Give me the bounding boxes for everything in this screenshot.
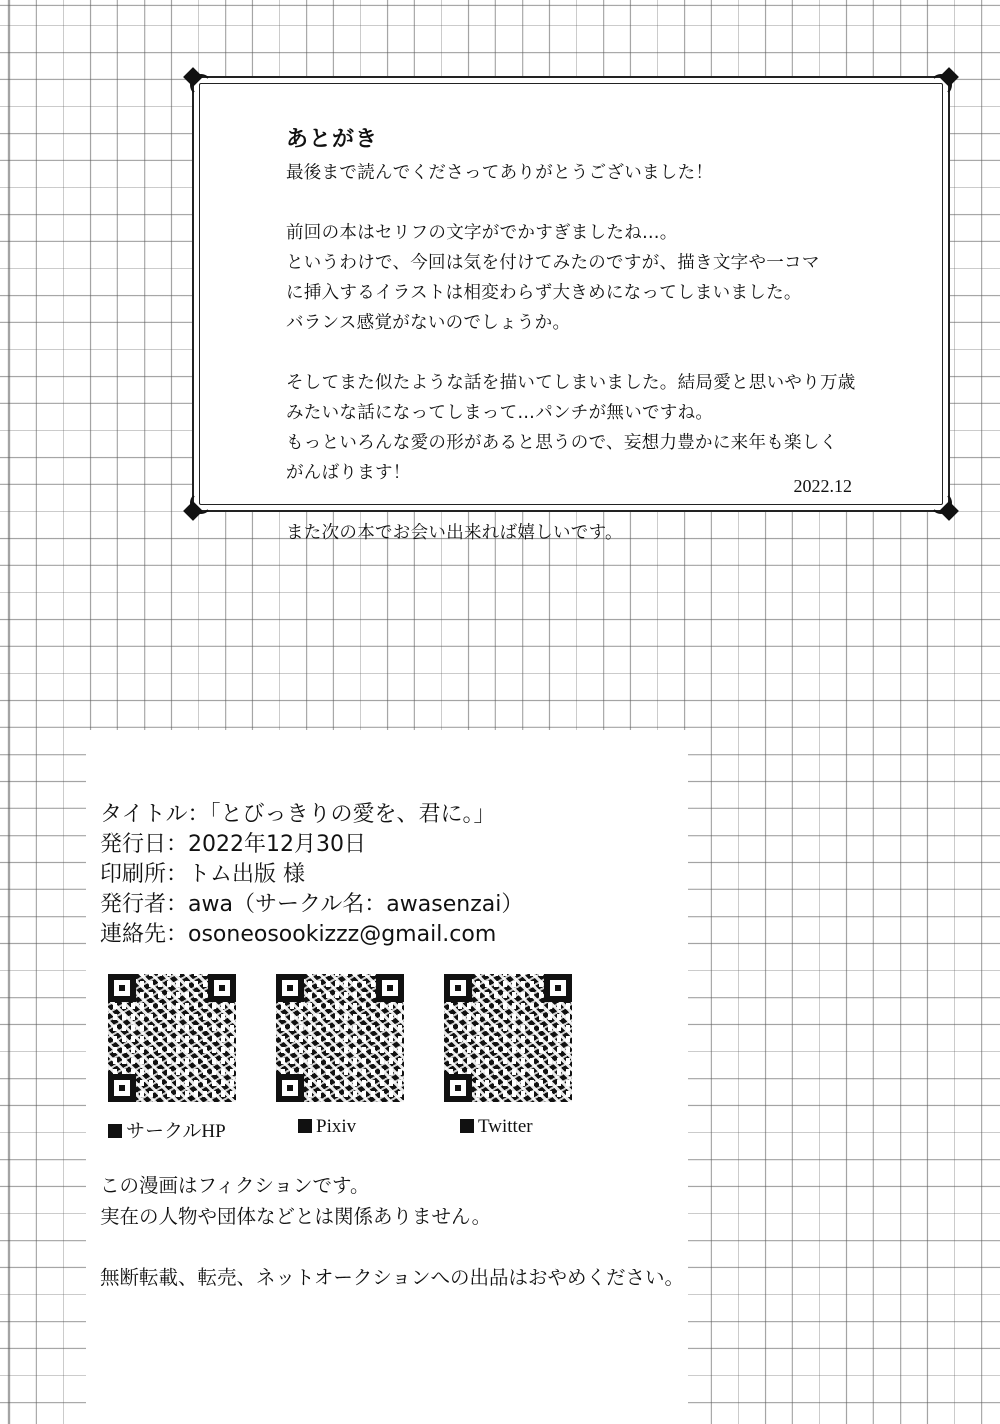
afterword-paragraph [286,518,926,548]
afterword-line: そしてまた似たような話を描いてしまいました。結局愛と思いやり万歳 [286,373,856,393]
qr-label: Pixiv [276,1116,416,1138]
colophon-title-row: タイトル：「とびっきりの愛を、君に。」 [100,802,496,827]
afterword-line: また次の本でお会い出来れば嬉しいです。 [286,523,623,543]
afterword-line: に挿入するイラストは相変わらず大きめになってしまいました。 [286,283,802,303]
afterword-title: あとがき [286,127,379,152]
qr-code-icon[interactable] [108,974,236,1102]
disclaimer-line: 実在の人物や団体などとは関係ありません。 [100,1205,492,1228]
qr-code-icon[interactable] [444,974,572,1102]
afterword-body [286,158,926,578]
afterword-line: というわけで、今回は気を付けてみたのですが、描き文字や一コマ [286,253,820,273]
qr-label: サークルHP [108,1116,248,1143]
disclaimer-line: 無断転載、転売、ネットオークションへの出品はおやめください。 [100,1266,685,1289]
colophon-contact-row: 連絡先：osoneosookizzz@gmail.com [100,922,497,947]
afterword-date: 2022.12 [793,476,852,496]
afterword-line: がんばります！ [286,463,411,483]
disclaimer-spacer [100,1232,684,1262]
colophon-date-row: 発行日：2022年12月30日 [100,832,366,857]
qr-code-icon[interactable] [276,974,404,1102]
afterword-line: 前回の本はセリフの文字がでかすぎましたね…。 [286,223,678,243]
colophon-printer-row: 印刷所：トム出版 様 [100,862,305,887]
qr-circle-hp[interactable] [108,974,248,1143]
disclaimer-line: この漫画はフィクションです。 [100,1174,370,1197]
colophon-info [100,800,523,950]
colophon-publisher-row: 発行者：awa（サークル名：awasenzai） [100,892,524,917]
afterword-frame [192,76,950,543]
qr-pixiv[interactable] [276,974,416,1138]
qr-label: Twitter [444,1116,584,1138]
afterword-paragraph [286,218,926,338]
afterword-line: もっといろんな愛の形があると思うので、妄想力豊かに来年も楽しく [286,433,838,453]
square-bullet-icon [298,1119,312,1133]
afterword-paragraph [286,368,926,488]
afterword-line: みたいな話になってしまって…パンチが無いですね。 [286,403,714,423]
square-bullet-icon [108,1124,122,1138]
afterword-paragraph [286,158,926,188]
disclaimer-notes [100,1170,684,1293]
afterword-line: 最後まで読んでくださってありがとうございました！ [286,163,714,183]
qr-twitter[interactable] [444,974,584,1138]
afterword-line: バランス感覚がないのでしょうか。 [286,313,571,333]
square-bullet-icon [460,1119,474,1133]
colophon-panel [86,730,688,1424]
